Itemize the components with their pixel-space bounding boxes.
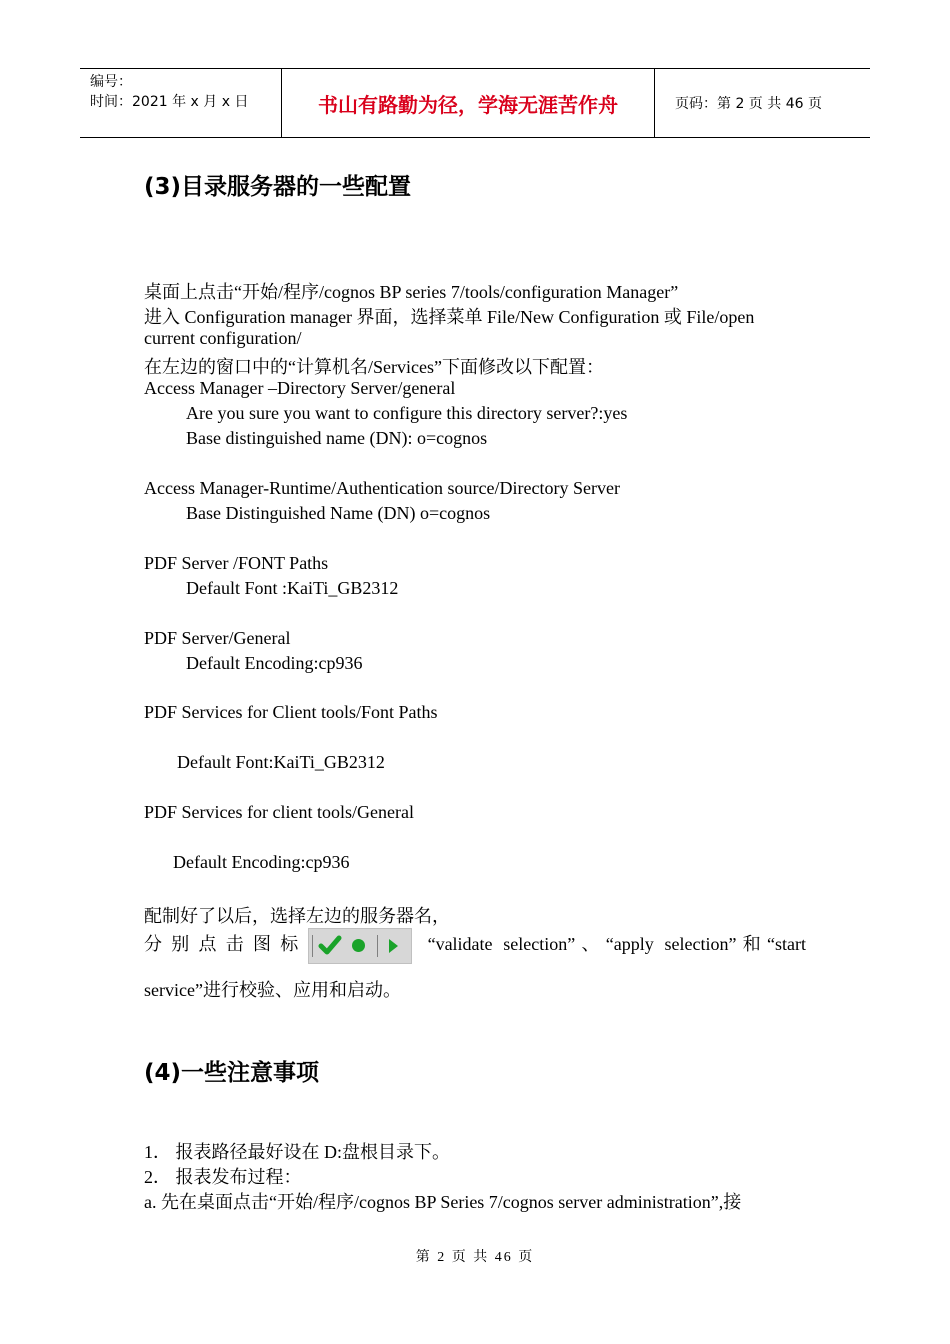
body-line: Default Font:KaiTi_GB2312: [177, 752, 385, 772]
page-footer: 第 2 页 共 46 页: [415, 1250, 535, 1265]
play-arrow-icon: [389, 939, 398, 953]
checkmark-icon: [318, 933, 342, 957]
green-dot-icon: [352, 939, 365, 952]
header-meta: [80, 69, 280, 137]
body-line: Base distinguished name (DN): o=cognos: [186, 428, 488, 448]
body-line: current configuration/: [144, 328, 302, 348]
body-line: Access Manager –Directory Server/general: [144, 378, 456, 398]
icon-instruction-line: [144, 928, 806, 964]
body-line: Default Encoding:cp936: [173, 852, 350, 872]
header-motto: [281, 69, 655, 137]
body-line: service”进行校验、应用和启动。: [144, 980, 401, 1000]
body-line: PDF Server/General: [144, 628, 291, 648]
toolbar-separator: [312, 935, 313, 957]
page-header: [80, 68, 870, 138]
body-line: 进入 Configuration manager 界面，选择菜单 File/New Configuration 或 File/open: [144, 307, 755, 327]
body-line: PDF Server /FONT Paths: [144, 553, 329, 573]
body-line: Default Font :KaiTi_GB2312: [186, 578, 399, 598]
toolbar-separator: [377, 935, 378, 957]
toolbar-icon-strip: [308, 928, 412, 964]
icon-line-prefix: 分别点击图标: [144, 934, 308, 955]
body-line: Are you sure you want to configure this directory server?:yes: [186, 403, 628, 423]
list-item: 2． 报表发布过程：: [144, 1167, 302, 1187]
body-line: PDF Services for client tools/General: [144, 802, 414, 822]
page-info-text: 页码：第 2 页 共 46 页: [675, 96, 822, 112]
section-4-heading: (4)一些注意事项: [144, 1060, 320, 1086]
body-line: 在左边的窗口中的“计算机名/Services”下面修改以下配置：: [144, 357, 604, 377]
section-3-heading: (3)目录服务器的一些配置: [144, 174, 412, 200]
body-line: 桌面上点击“开始/程序/cognos BP series 7/tools/configuration Manager”: [144, 282, 679, 302]
body-line: Access Manager-Runtime/Authentication source/Directory Server: [144, 478, 620, 498]
icon-line-suffix: “validate selection”、“apply selection”和“start: [427, 934, 806, 955]
motto-text: 书山有路勤为径，学海无涯苦作舟: [318, 92, 618, 117]
body-line: Base Distinguished Name (DN) o=cognos: [186, 503, 491, 523]
header-page-info: [665, 69, 870, 137]
list-item: 1． 报表路径最好设在 D:盘根目录下。: [144, 1142, 450, 1162]
list-item: a. 先在桌面点击“开始/程序/cognos BP Series 7/cognos server administration”,接: [144, 1192, 742, 1212]
body-line: Default Encoding:cp936: [186, 653, 363, 673]
number-label: 编号：: [90, 74, 132, 90]
time-label: 时间：2021 年 x 月 x 日: [90, 94, 249, 110]
body-line: 配制好了以后，选择左边的服务器名，: [144, 906, 450, 926]
body-line: PDF Services for Client tools/Font Paths: [144, 702, 438, 722]
